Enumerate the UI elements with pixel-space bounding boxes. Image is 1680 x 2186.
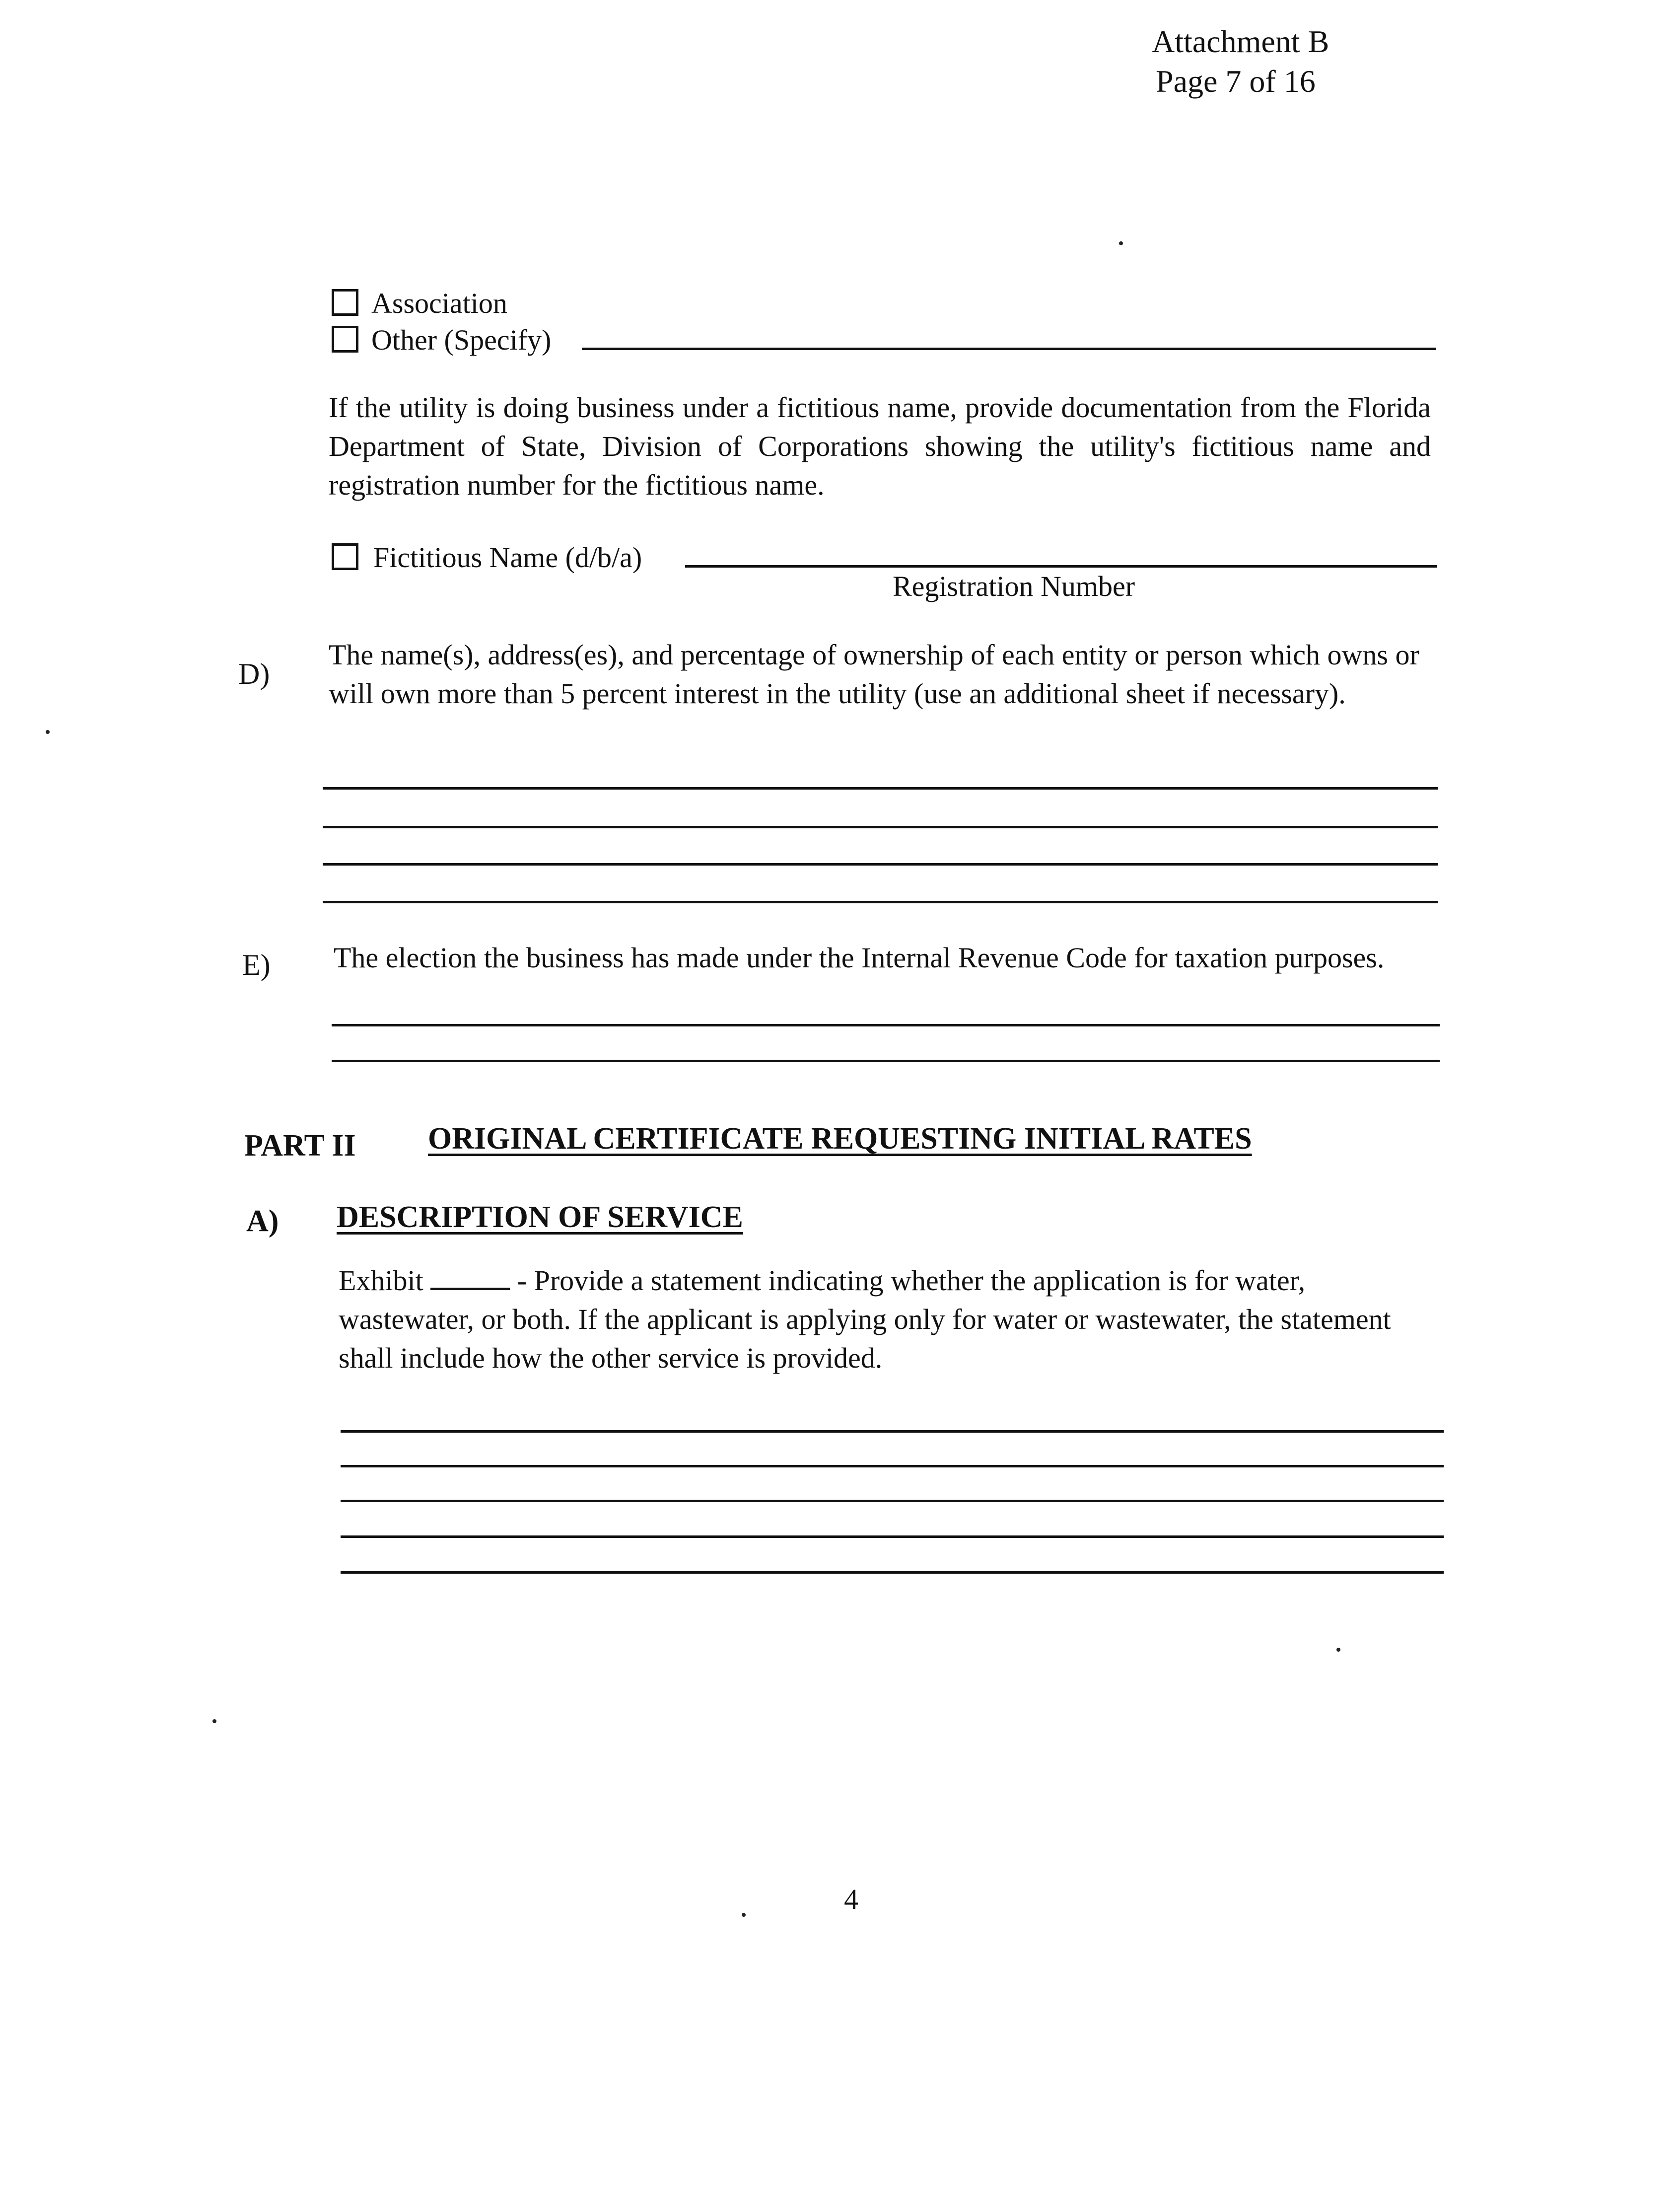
- page-count-label: Page 7 of 16: [1156, 64, 1316, 99]
- section-a-title: DESCRIPTION OF SERVICE: [337, 1200, 743, 1234]
- section-e-text: The election the business has made under the Internal Revenue Code for taxation purposes.: [334, 942, 1385, 974]
- section-e-line-1[interactable]: [332, 1024, 1440, 1026]
- other-specify-line[interactable]: [582, 348, 1436, 350]
- scan-speck: [1336, 1648, 1340, 1652]
- section-e-line-2[interactable]: [332, 1060, 1440, 1062]
- registration-number-label: Registration Number: [893, 570, 1135, 602]
- section-a-line-2[interactable]: [341, 1465, 1444, 1467]
- section-d-line-3[interactable]: [323, 863, 1438, 866]
- association-label: Association: [371, 287, 507, 319]
- fictitious-instruction: If the utility is doing business under a fictitious name, provide documentation from the Florida Department of State, Division of Corporations showing the utility's fictitious name and registration number for the fictitious name.: [329, 391, 1431, 501]
- section-e-letter: E): [242, 948, 271, 981]
- fictitious-name-checkbox[interactable]: [332, 543, 358, 570]
- part-ii-label: PART II: [244, 1129, 356, 1163]
- exhibit-description: - Provide a statement indicating whether the application is for water, wastewater, or both. If the applicant is applying only for water or wastewater, the statement shall include how the other service is provided.: [339, 1264, 1391, 1374]
- section-d-text: The name(s), address(es), and percentage of ownership of each entity or person which owns or will own more than 5 percent interest in the utility (use an additional sheet if necessary).: [329, 639, 1419, 710]
- section-a-letter: A): [246, 1204, 279, 1238]
- association-checkbox[interactable]: [332, 289, 358, 316]
- exhibit-word: Exhibit: [339, 1264, 423, 1297]
- section-d-line-1[interactable]: [323, 787, 1438, 790]
- section-a-line-3[interactable]: [341, 1500, 1444, 1502]
- section-d-line-4[interactable]: [323, 901, 1438, 903]
- section-a-line-1[interactable]: [341, 1430, 1444, 1433]
- section-d-letter: D): [238, 657, 270, 690]
- scan-speck: [46, 730, 50, 734]
- exhibit-statement: [339, 1261, 1441, 1378]
- other-specify-label: Other (Specify): [371, 324, 552, 356]
- scan-speck: [1119, 241, 1123, 245]
- section-a-line-5[interactable]: [341, 1571, 1444, 1574]
- fictitious-name-label: Fictitious Name (d/b/a): [373, 541, 642, 574]
- page-number: 4: [844, 1883, 858, 1915]
- scan-speck: [212, 1719, 216, 1723]
- part-ii-title: ORIGINAL CERTIFICATE REQUESTING INITIAL RATES: [428, 1122, 1252, 1156]
- section-d-line-2[interactable]: [323, 826, 1438, 828]
- other-checkbox[interactable]: [332, 326, 358, 353]
- exhibit-number-blank[interactable]: [430, 1263, 510, 1290]
- section-a-line-4[interactable]: [341, 1535, 1444, 1538]
- attachment-label: Attachment B: [1152, 24, 1330, 59]
- scan-speck: [742, 1913, 746, 1917]
